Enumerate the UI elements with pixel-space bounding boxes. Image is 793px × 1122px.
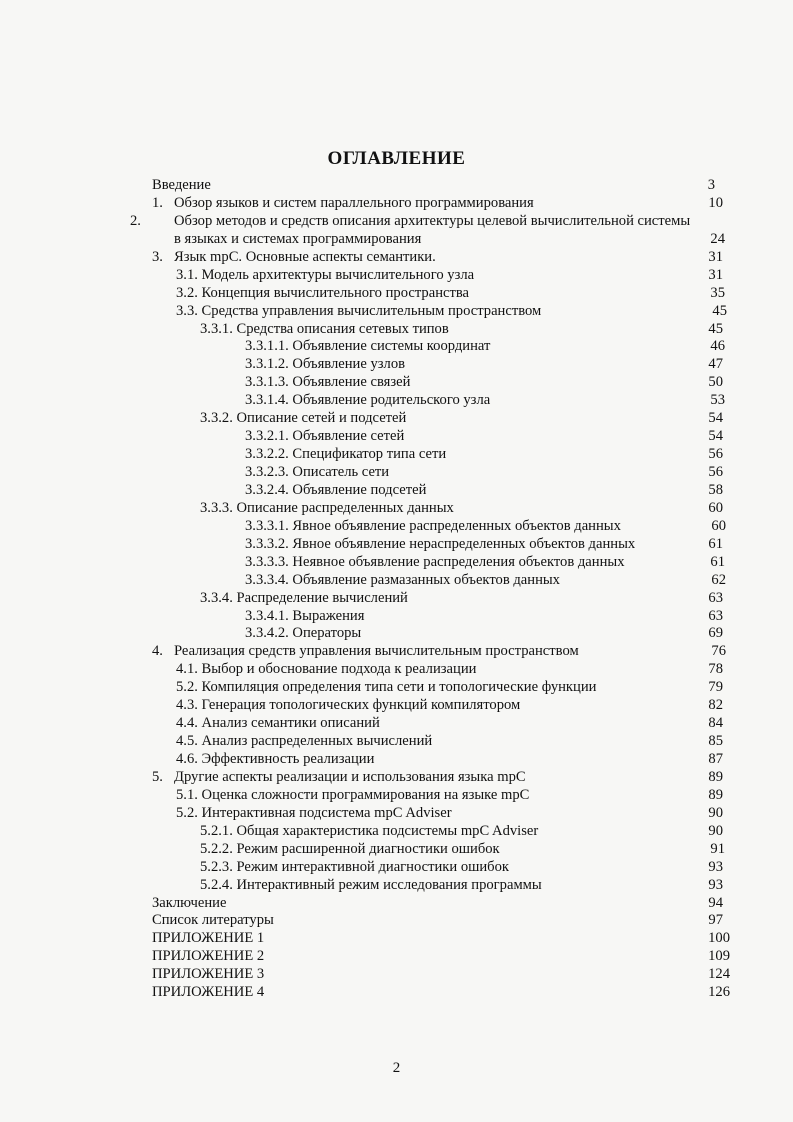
toc-entry-text: ПРИЛОЖЕНИЕ 3 [152,966,265,983]
toc-entry-page: 69 [708,625,723,642]
toc-entry-page: 84 [708,715,723,732]
toc-entry-title [200,841,500,859]
toc-entry-title [200,590,408,608]
toc-entry-text: Введение [152,177,211,193]
toc-entry[interactable] [0,948,793,966]
toc-entry-title [245,392,490,410]
toc-entry-text: Другие аспекты реализации и использования языка mpC [174,768,526,785]
toc-entry-title [245,482,426,500]
toc-entry[interactable] [0,374,793,392]
toc-entry-text: 3.3.2.1. Объявление сетей [245,428,405,445]
toc-entry-title [176,303,541,321]
toc-entry-page: 100 [708,930,730,947]
toc-entry-text: ПРИЛОЖЕНИЕ 1 [152,930,265,947]
toc-entry-title [152,966,264,984]
toc-entry-title [245,625,361,643]
toc-entry-page: 10 [708,194,723,211]
toc-entry-title [152,177,211,195]
toc-entry[interactable] [0,213,793,249]
toc-entry-page: 54 [708,410,723,427]
toc-entry-text: 3.3. Средства управления вычислительным пространством [176,302,542,319]
toc-entry-title [200,823,538,841]
toc-entry-text: 3.3.2.2. Спецификатор типа сети [245,446,447,463]
toc-entry[interactable] [0,410,793,428]
toc-entry-title [152,948,264,966]
toc-entry[interactable] [0,428,793,446]
toc-entry-title [245,554,625,572]
toc-entry[interactable] [0,608,793,626]
toc-entry-page: 24 [710,230,725,247]
toc-entry-text: 3.3.3. Описание распределенных данных [200,499,454,516]
toc-entry-title [245,446,446,464]
toc-entry-page: 61 [710,553,725,570]
toc-entry-text: Заключение [152,894,227,911]
toc-entry-text: 3.3.1.1. Объявление системы координат [245,338,491,355]
toc-entry-text: ПРИЛОЖЕНИЕ 2 [152,948,265,965]
toc-entry-page: 89 [708,768,723,785]
toc-entry-page: 61 [708,535,723,552]
toc-entry-title [152,195,534,213]
toc-entry-title [245,356,405,374]
toc-entry[interactable] [0,321,793,339]
toc-entry-title [245,518,621,536]
toc-entry-text: 4.6. Эффективность реализации [176,751,375,768]
toc-entry-title [176,679,596,697]
toc-entry-text: 3.3.3.1. Явное объявление распределенных объектов данных [245,517,621,534]
toc-entry-page: 56 [708,464,723,481]
toc-entry[interactable] [0,823,793,841]
toc-entry[interactable] [0,966,793,984]
toc-entry-page: 97 [708,912,723,929]
page-number: 2 [392,1060,401,1076]
toc-entry-page: 63 [708,589,723,606]
toc-entry-text: 5.2.1. Общая характеристика подсистемы mpC Adviser [200,822,539,839]
toc-entry-page: 91 [710,840,725,857]
toc-entry-text: 3.3.4.1. Выражения [245,607,365,624]
toc-entry-page: 50 [708,374,723,391]
toc-entry[interactable] [0,715,793,733]
toc-entry[interactable] [0,787,793,805]
toc-entry-page: 87 [708,751,723,768]
toc-entry-text: 5.1. Оценка сложности программирования на языке mpC [176,786,530,803]
toc-entry[interactable] [0,303,793,321]
toc-entry[interactable] [0,249,793,267]
toc-entry[interactable] [0,625,793,643]
toc-entry-title [245,464,389,482]
toc-entry-page: 89 [708,786,723,803]
toc-entry[interactable] [0,177,793,195]
toc-entry-text: 3.3.2.4. Объявление подсетей [245,481,427,498]
toc-entry[interactable] [0,805,793,823]
toc-entry[interactable] [0,554,793,572]
toc-entry-title [176,787,529,805]
toc-entry-page: 31 [708,266,723,283]
toc-entry-page: 35 [710,284,725,301]
toc-entry-title [176,733,432,751]
toc-entry-number: 2. [130,212,141,229]
toc-entry-page: 78 [708,661,723,678]
toc-entry-page: 94 [708,894,723,911]
toc-entry-page: 45 [708,320,723,337]
toc-entry[interactable] [0,590,793,608]
toc-entry-page: 56 [708,446,723,463]
toc-entry-title [176,697,520,715]
toc-entry[interactable] [0,661,793,679]
toc-entry-text: 3.2. Концепция вычислительного пространства [176,284,470,301]
toc-entry[interactable] [0,482,793,500]
toc-entry-page: 93 [708,876,723,893]
table-of-contents [0,177,793,1002]
toc-entry-title [200,859,509,877]
toc-entry[interactable] [0,518,793,536]
toc-entry-text: 4.4. Анализ семантики описаний [176,715,380,732]
toc-entry-title [152,643,579,661]
toc-entry-text: 3.1. Модель архитектуры вычислительного узла [176,266,475,283]
toc-entry-text: 4.1. Выбор и обоснование подхода к реализации [176,661,477,678]
toc-entry[interactable] [0,356,793,374]
toc-entry-page: 60 [711,517,726,534]
toc-entry[interactable] [0,267,793,285]
toc-entry-text: 4.5. Анализ распределенных вычислений [176,733,433,750]
toc-entry[interactable] [0,895,793,913]
toc-entry-title [176,285,469,303]
toc-entry-text: 3.3.4. Распределение вычислений [200,589,408,606]
toc-entry-title [152,912,274,930]
toc-entry-title [130,212,694,249]
toc-entry-text: 3.3.1.4. Объявление родительского узла [245,392,491,409]
toc-entry[interactable] [0,733,793,751]
toc-entry-page: 93 [708,858,723,875]
toc-entry-page: 45 [712,302,727,319]
toc-entry-number: 4. [152,643,163,660]
toc-entry[interactable] [0,679,793,697]
toc-entry-title [245,608,364,626]
toc-entry-text: Обзор языков и систем параллельного программирования [174,194,534,211]
toc-entry-text: 5.2.2. Режим расширенной диагностики ошибок [200,840,500,857]
toc-entry-text: 5.2. Компиляция определения типа сети и топологические функции [176,679,597,696]
toc-entry[interactable] [0,859,793,877]
toc-entry-title [245,536,635,554]
toc-entry-page: 90 [708,822,723,839]
toc-entry[interactable] [0,841,793,859]
toc-entry-page: 53 [710,392,725,409]
toc-entry-title [152,895,226,913]
toc-entry-title [176,715,380,733]
toc-entry-text: 5.2.4. Интерактивный режим исследования программы [200,876,542,893]
toc-entry-page: 46 [710,338,725,355]
toc-entry-number: 5. [152,768,163,785]
toc-entry-page: 31 [708,248,723,265]
toc-entry[interactable] [0,769,793,787]
toc-entry-text: Реализация средств управления вычислительным пространством [174,643,579,660]
toc-entry-text: 3.3.4.2. Операторы [245,625,362,642]
toc-entry-title [245,428,404,446]
toc-entry[interactable] [0,500,793,518]
toc-entry-page: 79 [708,679,723,696]
toc-entry[interactable] [0,572,793,590]
toc-entry[interactable] [0,446,793,464]
toc-entry-title [200,877,542,895]
toc-entry[interactable] [0,285,793,303]
toc-entry-text: 3.3.1.2. Объявление узлов [245,356,406,373]
toc-entry-title [176,751,374,769]
toc-entry[interactable] [0,392,793,410]
toc-entry-page: 109 [708,948,730,965]
toc-entry-text: 3.3.1. Средства описания сетевых типов [200,320,449,337]
toc-entry-page: 82 [708,697,723,714]
toc-entry-title [245,338,490,356]
toc-entry-text: 3.3.1.3. Объявление связей [245,374,411,391]
toc-entry-text: 3.3.2. Описание сетей и подсетей [200,410,407,427]
toc-entry-text: 5.2. Интерактивная подсистема mpC Adviser [176,804,452,821]
toc-entry[interactable] [0,984,793,1002]
toc-entry-number: 3. [152,248,163,265]
toc-entry-text: Язык mpC. Основные аспекты семантики. [174,248,436,265]
toc-entry-page: 63 [708,607,723,624]
toc-entry-page: 47 [708,356,723,373]
toc-entry-page: 54 [708,428,723,445]
toc-entry-title [176,661,476,679]
toc-entry-title [152,930,264,948]
toc-entry-page: 58 [708,481,723,498]
toc-entry-text: 4.3. Генерация топологических функций компилятором [176,697,521,714]
toc-entry[interactable] [0,877,793,895]
toc-entry[interactable] [0,930,793,948]
toc-entry-title [176,805,452,823]
toc-entry[interactable] [0,338,793,356]
toc-entry-title [200,410,406,428]
toc-entry-text: ПРИЛОЖЕНИЕ 4 [152,984,265,1001]
toc-entry-page: 62 [711,571,726,588]
toc-entry-title [152,984,264,1002]
toc-entry-text: 3.3.3.4. Объявление размазанных объектов данных [245,571,560,588]
toc-entry-number: 1. [152,194,163,211]
toc-entry-title [200,500,454,518]
toc-entry-title [245,572,560,590]
toc-entry-page: 76 [711,643,726,660]
toc-entry[interactable] [0,697,793,715]
toc-entry-text: 3.3.2.3. Описатель сети [245,464,390,481]
toc-entry-title [176,267,474,285]
toc-entry-title [152,249,436,267]
toc-entry-title [152,769,526,787]
toc-entry-page: 3 [707,177,715,193]
toc-entry-text: 3.3.3.3. Неявное объявление распределения объектов данных [245,553,625,570]
toc-entry-text: Список литературы [152,912,274,929]
toc-entry[interactable] [0,751,793,769]
toc-entry-page: 126 [708,984,730,1001]
toc-entry-page: 60 [708,499,723,516]
toc-entry-text: 5.2.3. Режим интерактивной диагностики ошибок [200,858,509,875]
toc-entry-page: 85 [708,733,723,750]
toc-entry-page: 124 [708,966,730,983]
toc-entry[interactable] [0,912,793,930]
toc-entry[interactable] [0,195,793,213]
toc-entry-text: 3.3.3.2. Явное объявление нераспределенных объектов данных [245,535,636,552]
toc-entry[interactable] [0,643,793,661]
toc-entry-title [200,321,449,339]
toc-entry-page: 90 [708,804,723,821]
toc-entry[interactable] [0,464,793,482]
toc-entry-title [245,374,410,392]
toc-entry[interactable] [0,536,793,554]
toc-entry-text: Обзор методов и средств описания архитектуры целевой вычислительной системы в языках и системах программирования [174,212,691,247]
page-title: ОГЛАВЛЕНИЕ [327,148,466,169]
